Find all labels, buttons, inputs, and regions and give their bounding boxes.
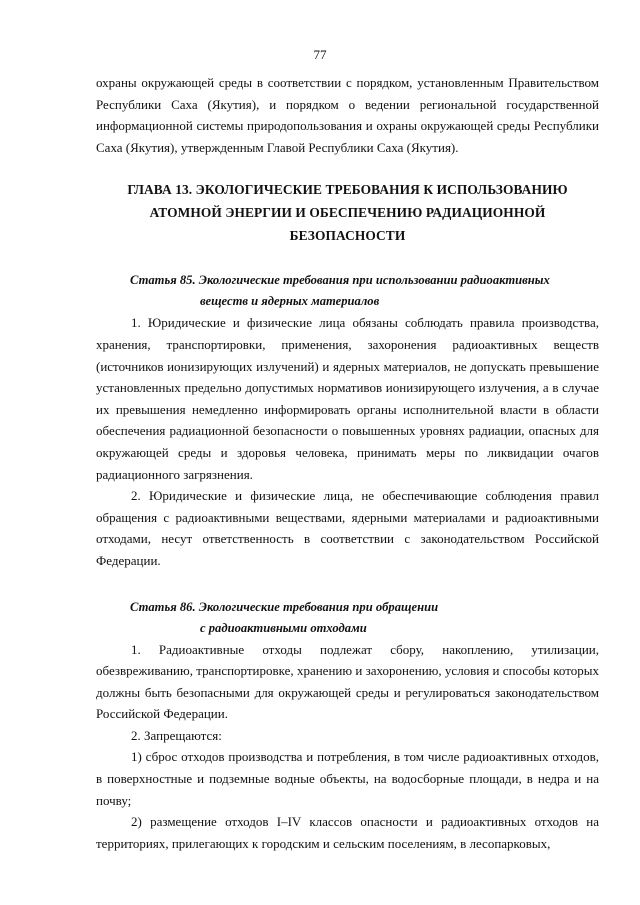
article-86-title-line1: Статья 86. Экологические требования при обращении [130,599,439,614]
chapter-heading [96,178,599,247]
article-85-paragraph-1: 1. Юридические и физические лица обязаны соблюдать правила производства, хранения, транспортировки, применения, захоронения радиоактивных веществ (источников ионизирующих излучений) и ядерных материалов, не допускать превышение установленных предельно допустимых нормативов ионизирующего излучения, а в случае их превышения немедленно информировать органы исполнительной власти в области обеспечения радиационной безопасности о повышенных уровнях радиации, опасных для окружающей среды и здоровья человека, принимать меры по ликвидации очагов радиационного загрязнения. [96,315,599,482]
chapter-heading-line2: АТОМНОЙ ЭНЕРГИИ И ОБЕСПЕЧЕНИЮ РАДИАЦИОННОЙ БЕЗОПАСНОСТИ [149,205,546,244]
chapter-heading-line1: ГЛАВА 13. ЭКОЛОГИЧЕСКИЕ ТРЕБОВАНИЯ К ИСПОЛЬЗОВАНИЮ [127,182,568,198]
article-86-paragraph-4: 2) размещение отходов I–IV классов опасности и радиоактивных отходов на территориях, прилегающих к городским и сельским поселениям, в лесопарковых, [96,814,599,851]
article-86-title [96,597,599,639]
continuation-paragraph: охраны окружающей среды в соответствии с порядком, установленным Правительством Республики Саха (Якутия), и порядком о ведении региональной государственной информационной системы природопользования и охраны окружающей среды Республики Саха (Якутия), утвержденным Главой Республики Саха (Якутия). [96,75,599,155]
article-85-title-line1: Статья 85. Экологические требования при использовании радиоактивных [130,273,550,288]
article-85-title-line2: веществ и ядерных материалов [200,294,380,309]
article-85-title [96,270,599,312]
article-86-title-line2: с радиоактивными отходами [200,620,367,635]
article-86-paragraph-1: 1. Радиоактивные отходы подлежат сбору, накоплению, утилизации, обезвреживанию, транспортировке, хранению и захоронению, условия и способы которых должны быть безопасными для окружающей среды и регулироваться законодательством Российской Федерации. [96,641,599,722]
article-86-paragraph-2: 2. Запрещаются: [131,727,222,743]
article-86-paragraph-3: 1) сброс отходов производства и потребления, в том числе радиоактивных отходов, в поверхностные и подземные водные объекты, на водосборные площади, в недра и на почву; [96,749,599,808]
page-number: 77 [313,47,327,62]
page-content [96,72,599,854]
article-85-paragraph-2: 2. Юридические и физические лица, не обеспечивающие соблюдения правил обращения с радиоактивными веществами, ядерными материалами и радиоактивными отходами, несут ответственность в соответствии с законодательством Российской Федерации. [96,488,599,568]
